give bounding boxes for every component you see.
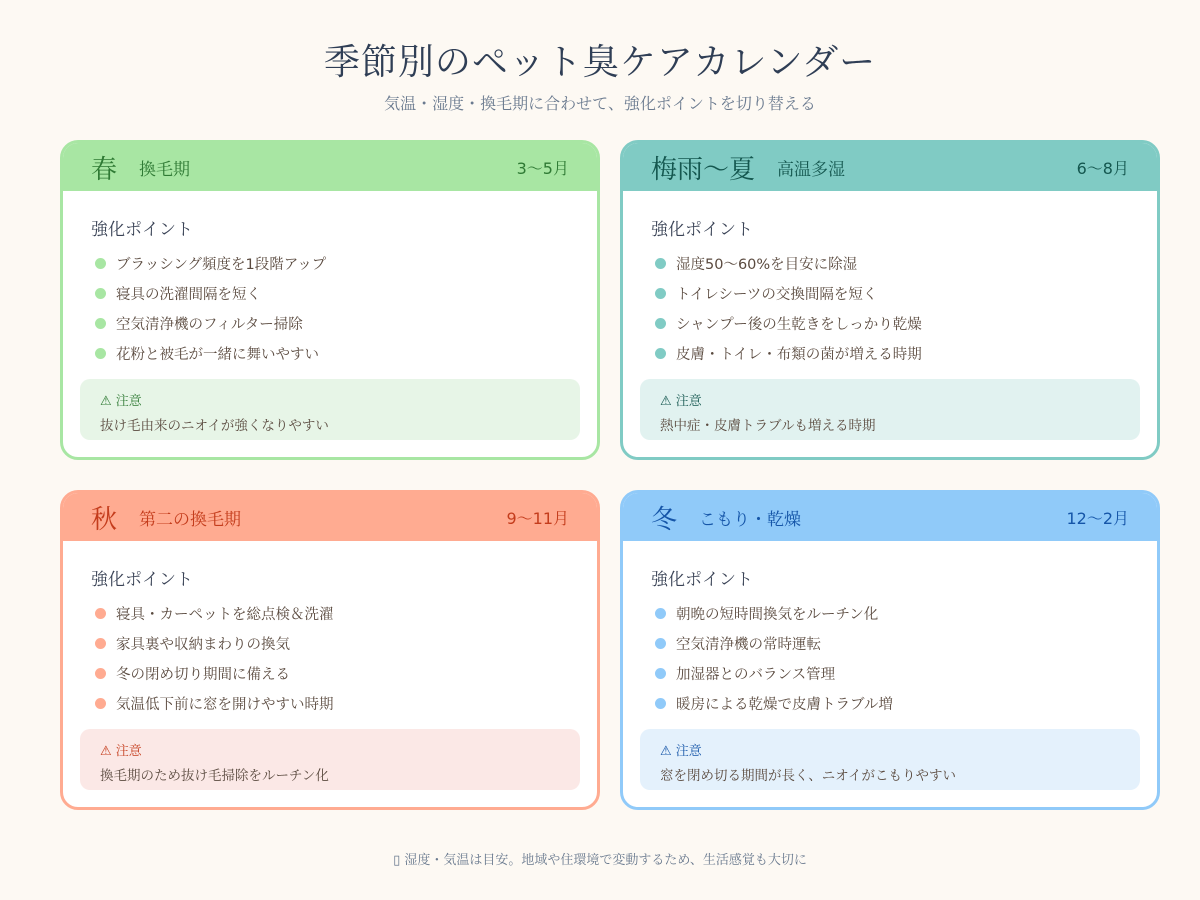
season-tag: 高温多湿 [777,159,846,180]
list-item [651,308,1139,338]
bullet-dot-icon [95,288,106,299]
bullet-dot-icon [95,698,106,709]
bullet-dot-icon [95,608,106,619]
point-text: シャンプー後の生乾きをしっかり乾燥 [676,316,922,333]
list-item [651,628,1139,658]
list-item [91,688,579,718]
point-text: 寝具・カーペットを総点検＆洗濯 [116,606,334,623]
season-tag: 換毛期 [139,159,191,180]
season-tag: こもり・乾燥 [699,509,802,530]
points-title: 強化ポイント [91,570,193,590]
season-months: 3〜5月 [516,158,569,178]
card-body [91,565,579,718]
caution-box [80,729,580,790]
caution-title: ⚠ 注意 [100,744,142,759]
point-text: 寝具の洗濯間隔を短く [116,286,261,303]
points-title: 強化ポイント [91,220,193,240]
caution-text: 窓を閉め切る期間が長く、ニオイがこもりやすい [660,768,957,784]
points-title: 強化ポイント [651,220,753,240]
bullet-dot-icon [655,348,666,359]
caution-box [80,379,580,440]
list-item [651,658,1139,688]
list-item [651,278,1139,308]
point-text: 朝晩の短時間換気をルーチン化 [676,606,879,623]
season-name: 冬 [651,504,678,535]
list-item [651,688,1139,718]
point-text: 加湿器とのバランス管理 [676,666,836,683]
page-title: 季節別のペット臭ケアカレンダー [323,42,877,83]
point-text: 家具裏や収納まわりの換気 [116,636,290,653]
bullet-dot-icon [655,258,666,269]
bullet-dot-icon [655,288,666,299]
list-item [91,248,579,278]
bullet-dot-icon [95,318,106,329]
caution-text: 熱中症・皮膚トラブルも増える時期 [660,418,876,434]
bullet-dot-icon [95,348,106,359]
point-text: 気温低下前に窓を開けやすい時期 [116,696,334,713]
card-header [623,143,1157,191]
list-item [91,278,579,308]
point-text: 空気清浄機の常時運転 [676,636,821,653]
point-text: 暖房による乾燥で皮膚トラブル増 [676,696,893,713]
season-card-summer [620,140,1160,460]
point-text: 皮膚・トイレ・布類の菌が増える時期 [676,346,922,363]
bullet-dot-icon [655,668,666,679]
page-subtitle: 気温・湿度・換毛期に合わせて、強化ポイントを切り替える [384,94,816,113]
bullet-dot-icon [655,698,666,709]
list-item [91,598,579,628]
points-title: 強化ポイント [651,570,753,590]
list-item [651,338,1139,368]
list-item [91,308,579,338]
bullet-dot-icon [655,638,666,649]
caution-title: ⚠ 注意 [660,394,702,409]
caution-text: 換毛期のため抜け毛掃除をルーチン化 [100,768,329,784]
caution-box [640,379,1140,440]
list-item [651,598,1139,628]
point-text: 空気清浄機のフィルター掃除 [116,316,303,333]
card-header [63,493,597,541]
point-text: 花粉と被毛が一緒に舞いやすい [116,346,319,363]
card-body [651,565,1139,718]
card-header [623,493,1157,541]
season-tag: 第二の換毛期 [139,509,242,530]
season-months: 9〜11月 [506,508,569,528]
season-card-spring [60,140,600,460]
season-name: 秋 [91,504,118,535]
list-item [91,628,579,658]
footer-note: ▯ 湿度・気温は目安。地域や住環境で変動するため、生活感覚も大切に [393,853,807,868]
card-header [63,143,597,191]
season-name: 春 [91,154,118,185]
season-card-autumn [60,490,600,810]
season-card-winter [620,490,1160,810]
point-text: トイレシーツの交換間隔を短く [676,286,878,303]
caution-title: ⚠ 注意 [100,394,142,409]
list-item [651,248,1139,278]
season-months: 6〜8月 [1076,158,1129,178]
list-item [91,338,579,368]
header [0,34,1200,114]
season-name: 梅雨〜夏 [651,154,756,185]
bullet-dot-icon [95,638,106,649]
point-text: ブラッシング頻度を1段階アップ [116,256,327,273]
caution-title: ⚠ 注意 [660,744,702,759]
bullet-dot-icon [95,258,106,269]
bullet-dot-icon [655,318,666,329]
point-text: 冬の閉め切り期間に備える [116,666,290,683]
card-body [651,215,1139,368]
list-item [91,658,579,688]
caution-box [640,729,1140,790]
caution-text: 抜け毛由来のニオイが強くなりやすい [100,418,329,434]
card-body [91,215,579,368]
bullet-dot-icon [95,668,106,679]
point-text: 湿度50〜60%を目安に除湿 [676,256,858,273]
season-months: 12〜2月 [1066,508,1129,528]
bullet-dot-icon [655,608,666,619]
